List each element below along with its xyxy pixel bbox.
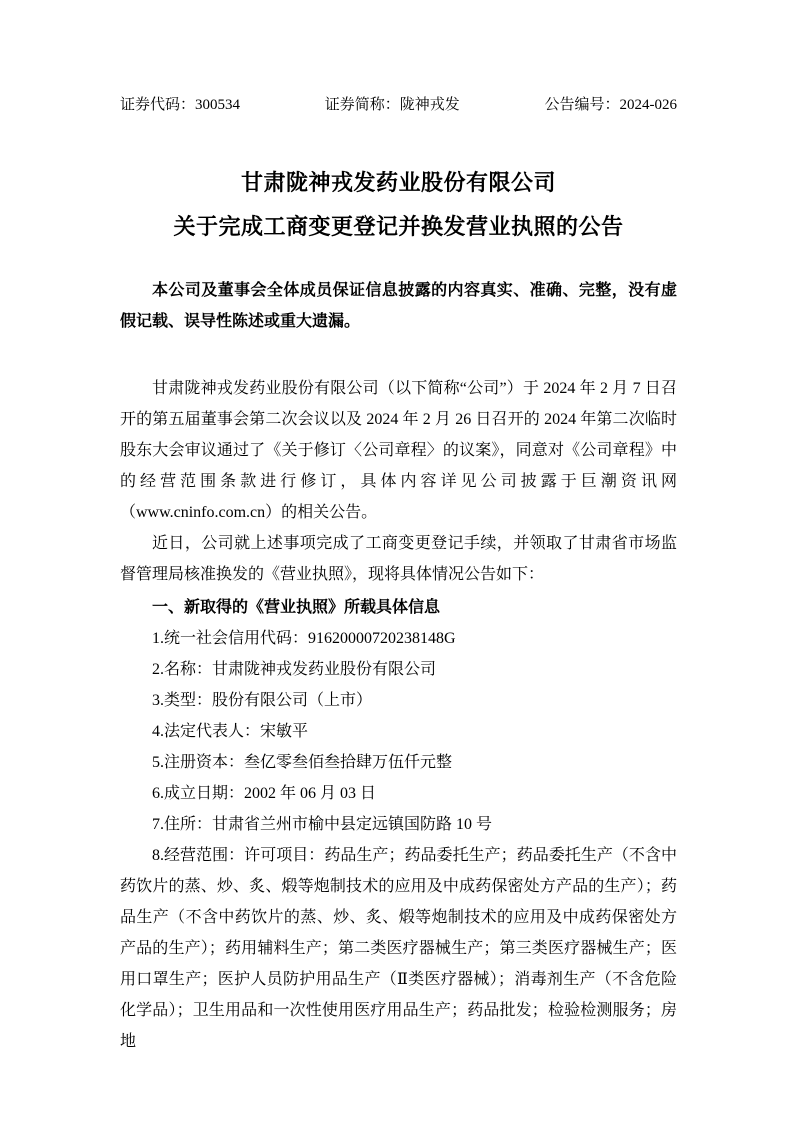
document-header	[120, 95, 677, 116]
license-item-company-type: 3.类型：股份有限公司（上市）	[152, 692, 373, 709]
license-item-business-scope: 8.经营范围：许可项目：药品生产；药品委托生产；药品委托生产（不含中药饮片的蒸、炒、炙、煅等炮制技术的应用及中成药保密处方产品的生产）；药品生产（不含中药饮片的蒸、炒、炙、煅等炮制技术的应用及中成药保密处方产品的生产）；药用辅料生产；第二类医疗器械生产；第三类医疗器械生产；医用口罩生产；医护人员防护用品生产（Ⅱ类医疗器械）；消毒剂生产（不含危险化学品）；卫生用品和一次性使用医疗用品生产；药品批发；检验检测服务；房地	[120, 847, 677, 1050]
announcement-number: 公告编号：2024-026	[544, 97, 677, 113]
license-item-legal-representative: 4.法定代表人：宋敏平	[152, 723, 309, 740]
paragraph-registration-completed: 近日，公司就上述事项完成了工商变更登记手续，并领取了甘肃省市场监督管理局核准换发的《营业执照》，现将具体情况公告如下：	[120, 535, 677, 583]
stock-code: 证券代码：300534	[120, 97, 241, 113]
announcement-title: 关于完成工商变更登记并换发营业执照的公告	[173, 214, 624, 239]
company-name-title: 甘肃陇神戎发药业股份有限公司	[240, 170, 556, 195]
stock-abbr: 证券简称：陇神戎发	[324, 97, 460, 113]
paragraph-board-resolution: 甘肃陇神戎发药业股份有限公司（以下简称“公司”）于 2024 年 2 月 7 日召开的第五届董事会第二次会议以及 2024 年 2 月 26 日召开的 2024 年第二次临时股东大会审议通过了《关于修订〈公司章程〉的议案》，同意对《公司章程》中的经营范围条款进行修订，具体内容详见公司披露于巨潮资讯网（www.cninfo.com.cn）的相关公告。	[120, 380, 677, 521]
license-item-registered-capital: 5.注册资本：叁亿零叁佰叁拾肆万伍仟元整	[152, 754, 453, 771]
disclaimer-text: 本公司及董事会全体成员保证信息披露的内容真实、准确、完整，没有虚假记载、误导性陈述或重大遗漏。	[120, 282, 677, 330]
license-item-establishment-date: 6.成立日期：2002 年 06 月 03 日	[152, 785, 377, 802]
license-item-address: 7.住所：甘肃省兰州市榆中县定远镇国防路 10 号	[152, 816, 493, 833]
license-item-company-name: 2.名称：甘肃陇神戎发药业股份有限公司	[152, 661, 437, 678]
section-heading-license-info: 一、新取得的《营业执照》所载具体信息	[152, 599, 441, 616]
license-item-credit-code: 1.统一社会信用代码：91620000720238148G	[152, 630, 456, 647]
title-block	[120, 161, 677, 249]
